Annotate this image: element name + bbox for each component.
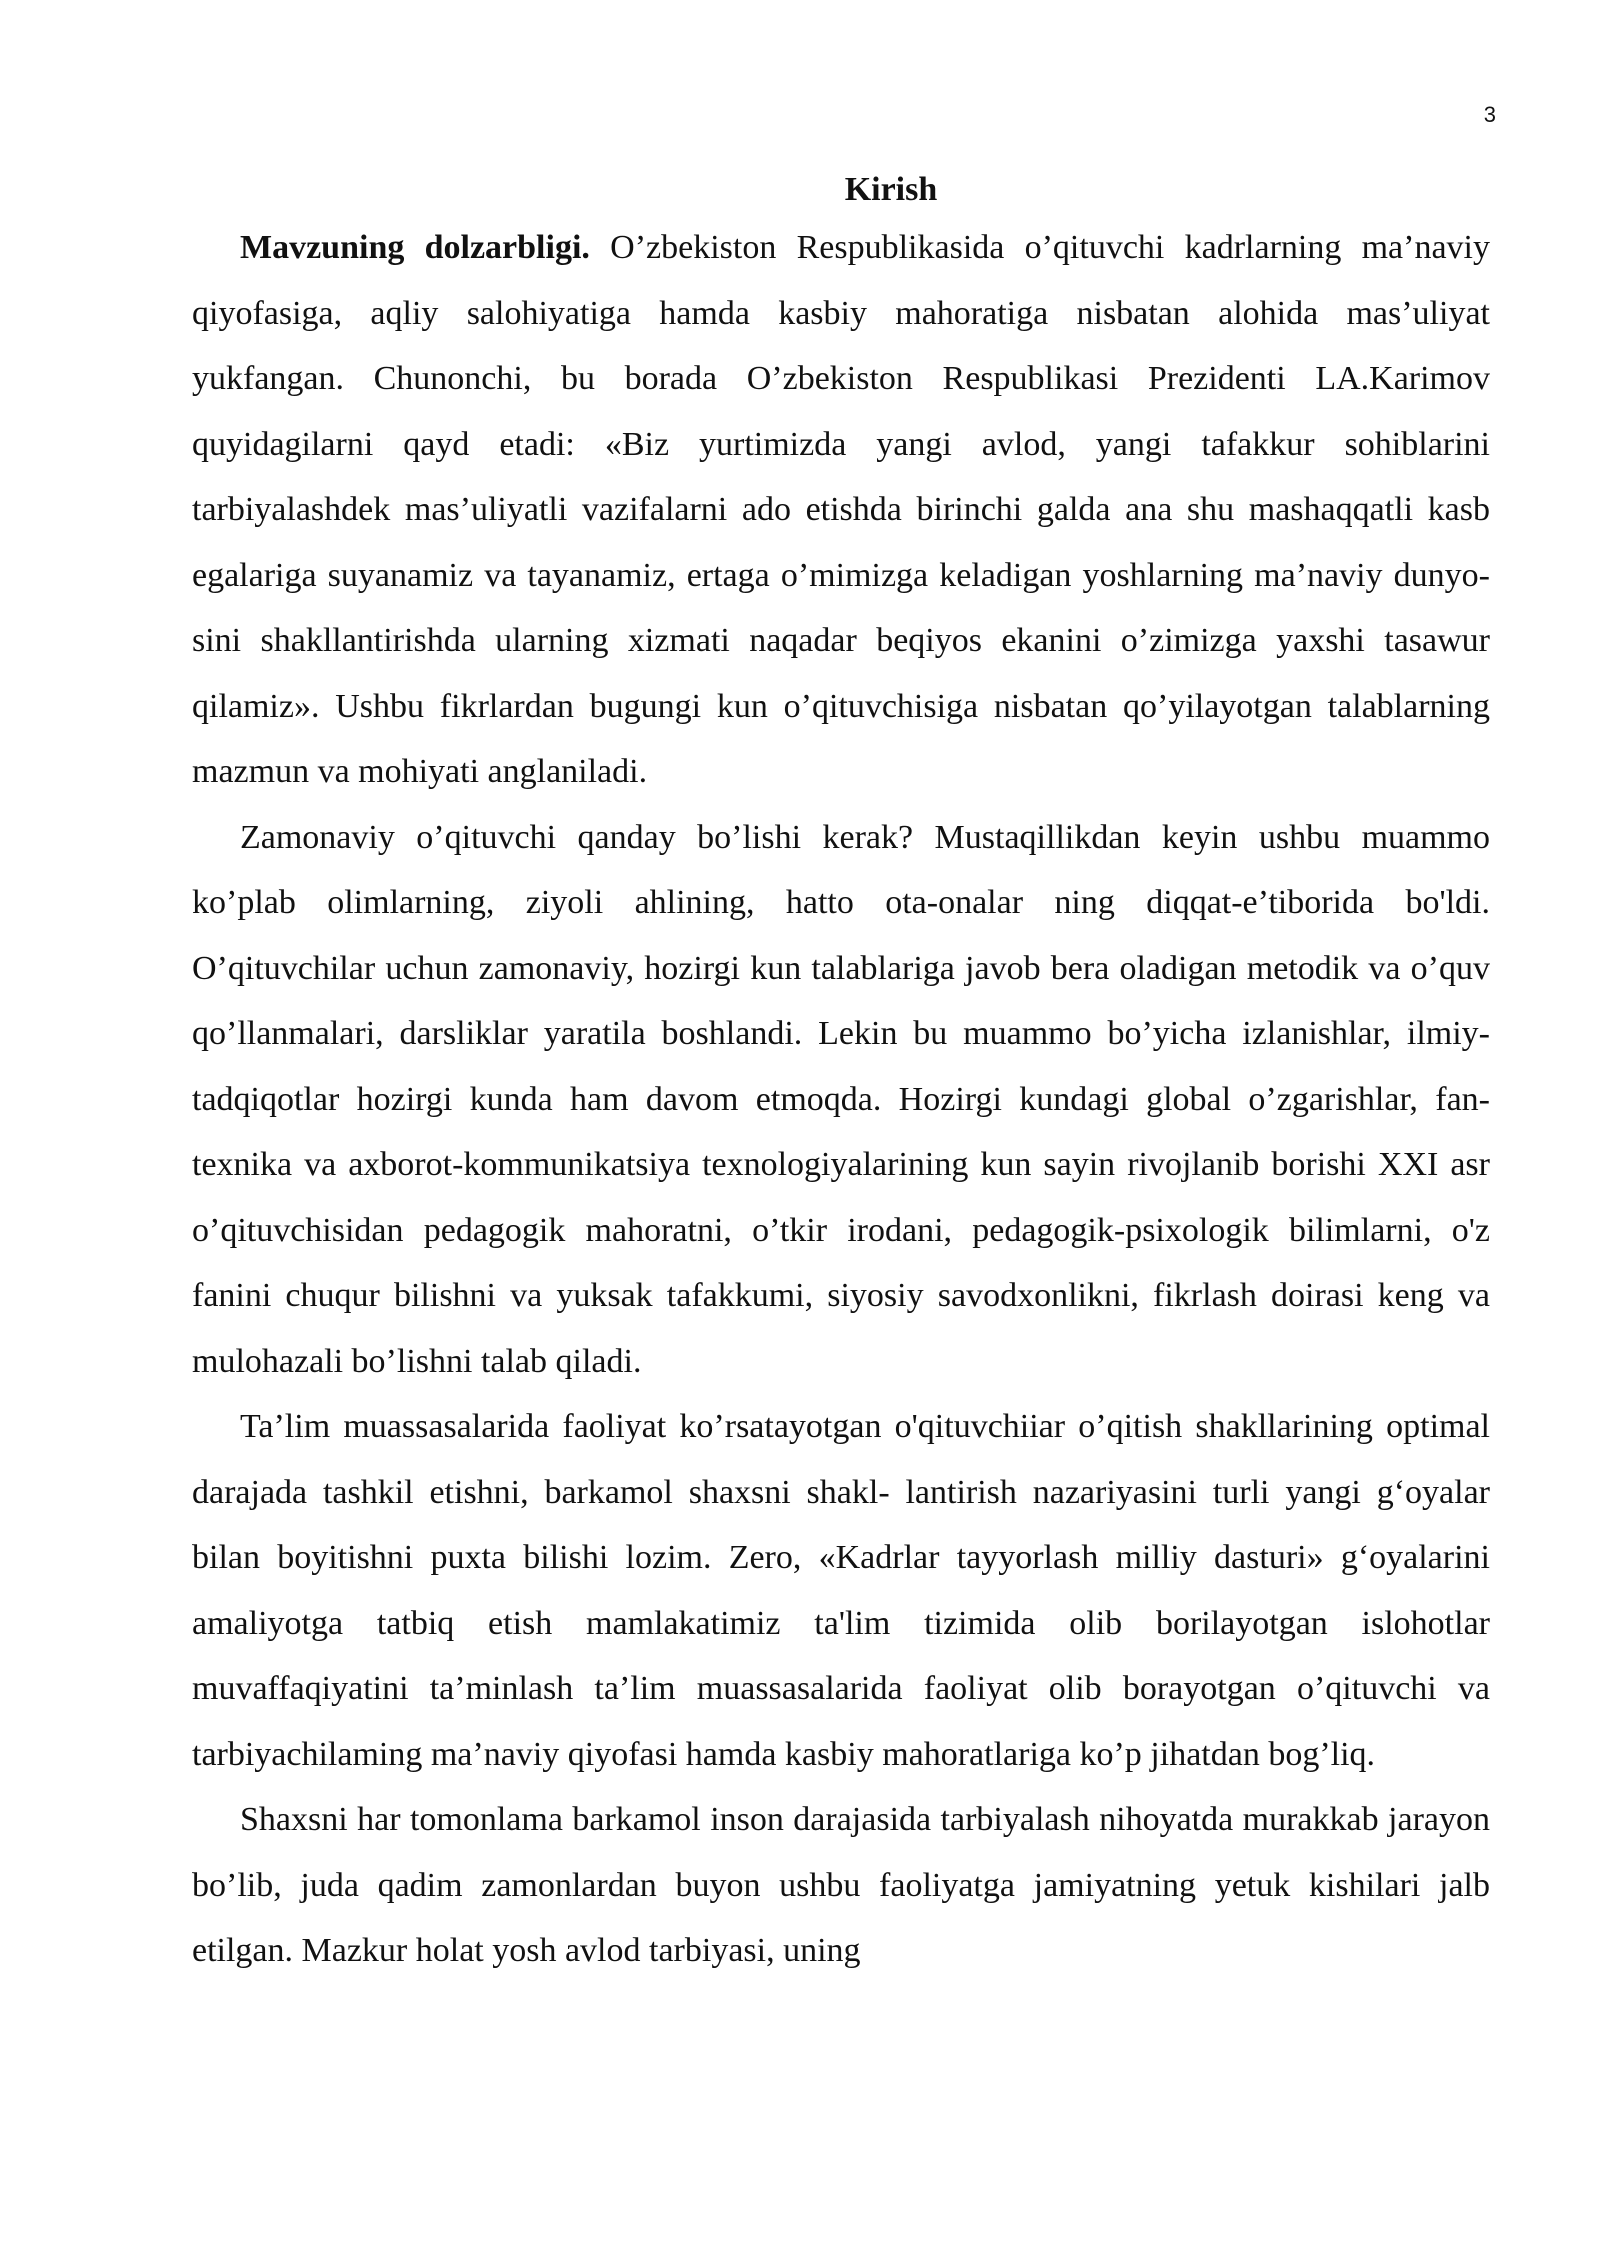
section-heading: Kirish xyxy=(844,171,938,208)
paragraph-text: Shaxsni har tomonlama barkamol inson darajasida tarbiyalash nihoyatda murakkab jarayon bo’lib, juda qadim zamonlardan buyon ushbu faoliyatga jamiyatning yetuk kishilari jalb etilgan. Mazkur holat yosh avlod tarbiyasi, uning xyxy=(192,1801,1490,1969)
paragraph-education-institutions xyxy=(192,1394,1490,1787)
paragraph-text: O’zbekiston Respublikasida o’qituvchi kadrlarning ma’naviy qiyofasiga, aqliy salohiyatiga hamda kasbiy mahoratiga nisbatan alohida mas’uliyat yukfangan. Chunonchi, bu borada O’zbekiston Respublikasi Prezidenti LA.Karimov quyidagilarni qayd etadi: «Biz yurtimizda yangi avlod, yangi tafakkur sohiblarini tarbiyalashdek mas’uliyatli vazifalarni ado etishda birinchi galda ana shu mashaqqatli kasb egalariga suyanamiz va tayanamiz, ertaga o’mimizga keladigan yoshlarning ma’naviy dunyo- sini shakllantirishda ularning xizmati naqadar beqiyos ekanini o’zimizga yaxshi tasawur qilamiz». Ushbu fikrlardan bugungi kun o’qituvchisiga nisbatan qo’yilayotgan talablarning mazmun va mohiyati anglaniladi. xyxy=(192,229,1490,790)
page-number: 3 xyxy=(1483,102,1496,127)
document-body xyxy=(192,165,1490,1984)
paragraph-personality-upbringing xyxy=(192,1787,1490,1984)
paragraph-relevance xyxy=(192,215,1490,805)
paragraph-text: Ta’lim muassasalarida faoliyat ko’rsatayotgan o'qituvchiiar o’qitish shakllarining optimal darajada tashkil etishni, barkamol shaxsni shakl- lantirish nazariyasini turli yangi g‘oyalar bilan boyitishni puxta bilishi lozim. Zero, «Kadrlar tayyorlash milliy dasturi» g‘oyalarini amaliyotga tatbiq etish mamlakatimiz ta'lim tizimida olib borilayotgan islohotlar muvaffaqiyatini ta’minlash ta’lim muassasalarida faoliyat olib borayotgan o’qituvchi va tarbiyachilaming ma’naviy qiyofasi hamda kasbiy mahoratlariga ko’p jihatdan bog’liq. xyxy=(192,1408,1490,1773)
paragraph-text: Zamonaviy o’qituvchi qanday bo’lishi kerak? Mustaqillikdan keyin ushbu muammo ko’plab olimlarning, ziyoli ahlining, hatto ota-onalar ning diqqat-e’tiborida bo'ldi. O’qituvchilar uchun zamonaviy, hozirgi kun talablariga javob bera oladigan metodik va o’quv qo’llanmalari, darsliklar yaratila boshlandi. Lekin bu muammo bo’yicha izlanishlar, ilmiy-tadqiqotlar hozirgi kunda ham davom etmoqda. Hozirgi kundagi global o’zgarishlar, fan-texnika va axborot-kommunikatsiya texnologiyalarining kun sayin rivojlanib borishi XXI asr o’qituvchisidan pedagogik mahoratni, o’tkir irodani, pedagogik-psixologik bilimlarni, o'z fanini chuqur bilishni va yuksak tafakkumi, siyosiy savodxonlikni, fikrlash doirasi keng va mulohazali bo’lishni talab qiladi. xyxy=(192,818,1490,1380)
paragraph-modern-teacher xyxy=(192,805,1490,1395)
paragraph-lead-bold: Mavzuning dolzarbligi. xyxy=(240,229,590,266)
